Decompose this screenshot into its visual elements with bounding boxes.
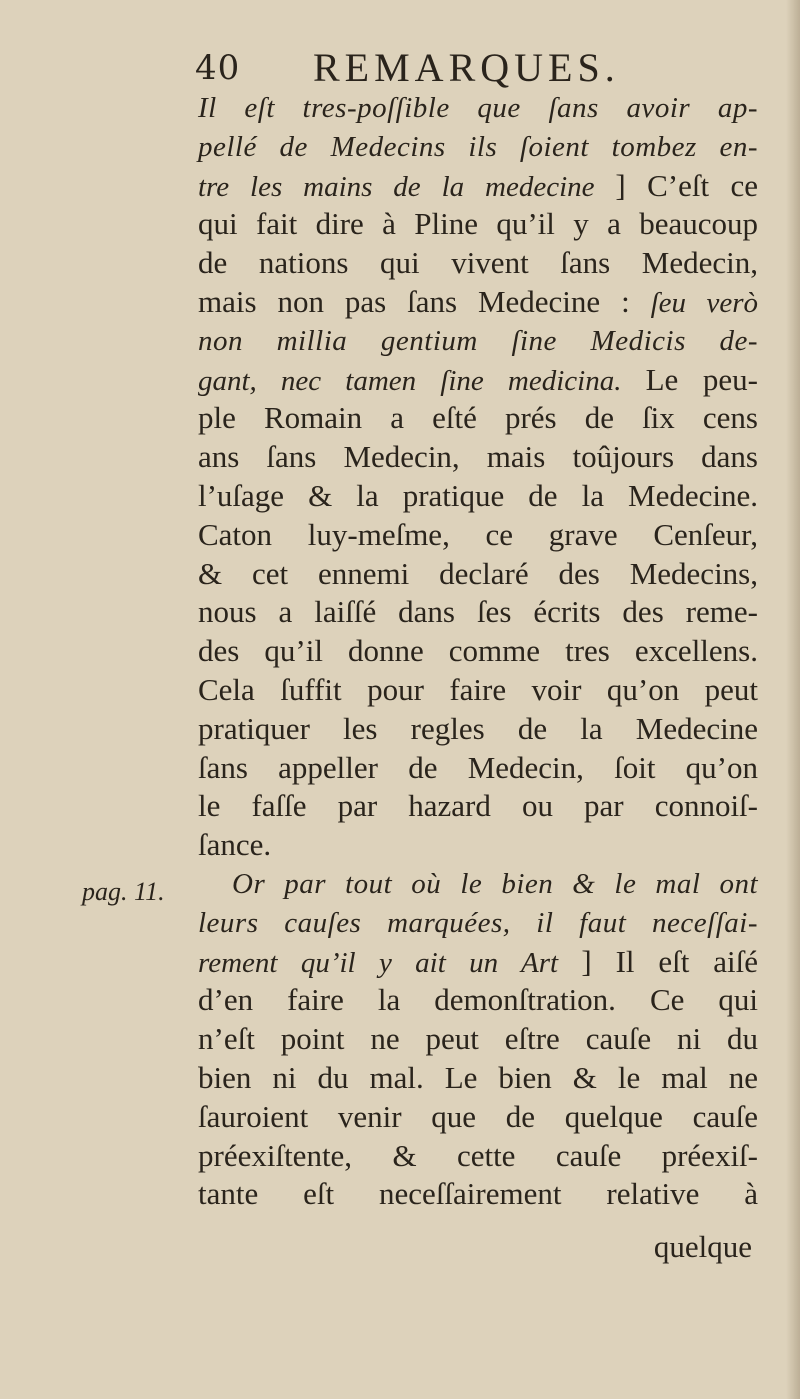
text-segment: rement qu’il y ait un Art [198,946,582,979]
text-segment: l’uſage & la pratique de la Medecine. [198,477,758,513]
text-line [198,904,758,943]
text-line [198,89,758,128]
text-segment: de nations qui vivent ſans Medecin, [198,245,758,281]
text-segment: ſance. [198,827,272,863]
text-line [198,128,758,167]
text-segment: ] C’eſt ce [615,167,758,203]
body-text [198,89,758,1214]
text-segment: pellé de Medecins ils ſoient tombez en- [198,130,758,163]
running-head: REMARQUES. [313,45,620,90]
text-segment: gant, nec tamen ſine medicina. [198,364,646,397]
text-segment: le faſſe par hazard ou par connoiſ- [198,788,758,824]
text-segment: Caton luy-meſme, ce grave Cenſeur, [198,516,758,552]
text-line [198,943,758,982]
text-segment: Or par tout où le bien & le mal ont [232,867,758,900]
text-segment: & cet ennemi declaré des Medecins, [198,555,758,591]
text-line [198,865,758,904]
text-segment: ſans appeller de Medecin, ſoit qu’on [198,749,758,785]
text-segment: n’eſt point ne peut eſtre cauſe ni du [198,1021,758,1057]
text-line [198,555,758,594]
text-segment: préexiſtente, & cette cauſe préexiſ- [198,1137,758,1173]
text-segment: leurs cauſes marquées, il faut neceſſai- [198,906,758,939]
text-segment: d’en faire la demonſtration. Ce qui [198,982,758,1018]
text-line [198,244,758,283]
text-segment: qui fait dire à Pline qu’il y a beaucoup [198,206,758,242]
text-segment: mais non pas ſans Medecine : [198,283,651,319]
text-line [198,205,758,244]
text-line [198,710,758,749]
text-line [198,1059,758,1098]
text-line [198,787,758,826]
catchword: quelque [653,1229,752,1264]
text-segment: ſauroient venir que de quelque cauſe [198,1098,758,1134]
page-header [195,44,755,94]
text-line [198,167,758,206]
text-line [198,477,758,516]
text-line [198,749,758,788]
text-segment: ans ſans Medecin, mais toûjours dans [198,439,758,475]
page-edge-shadow [786,0,800,1399]
text-segment: tante eſt neceſſairement relative à [198,1176,758,1212]
text-line [198,322,758,361]
text-segment: bien ni du mal. Le bien & le mal ne [198,1059,758,1095]
text-segment: ple Romain a eſté prés de ſix cens [198,400,758,436]
text-segment: des qu’il donne comme tres excellens. [198,633,758,669]
text-segment: pratiquer les regles de la Medecine [198,710,758,746]
text-line [198,826,758,865]
text-line [198,1175,758,1214]
text-segment: Il eſt tres-poſſible que ſans avoir ap- [198,92,758,124]
text-segment: tre les mains de la medecine [198,170,616,203]
text-segment: ] Il eſt aiſé [581,943,758,979]
text-segment: non millia gentium ſine Medicis de- [198,324,758,357]
text-line [198,593,758,632]
text-line [198,438,758,477]
text-line [198,283,758,322]
text-segment: nous a laiſſé dans ſes écrits des reme- [198,594,758,630]
text-line [198,399,758,438]
margin-note: pag. 11. [82,877,165,906]
text-line [198,1098,758,1137]
text-segment: Cela ſuffit pour faire voir qu’on peut [198,671,758,707]
text-line [198,361,758,400]
text-line [198,1137,758,1176]
page-number: 40 [195,48,241,88]
text-line [198,981,758,1020]
text-segment: Le peu- [645,361,758,397]
text-line [198,516,758,555]
text-line [198,1020,758,1059]
text-line [198,671,758,710]
text-segment: ſeu verò [650,286,758,319]
text-line [198,632,758,671]
